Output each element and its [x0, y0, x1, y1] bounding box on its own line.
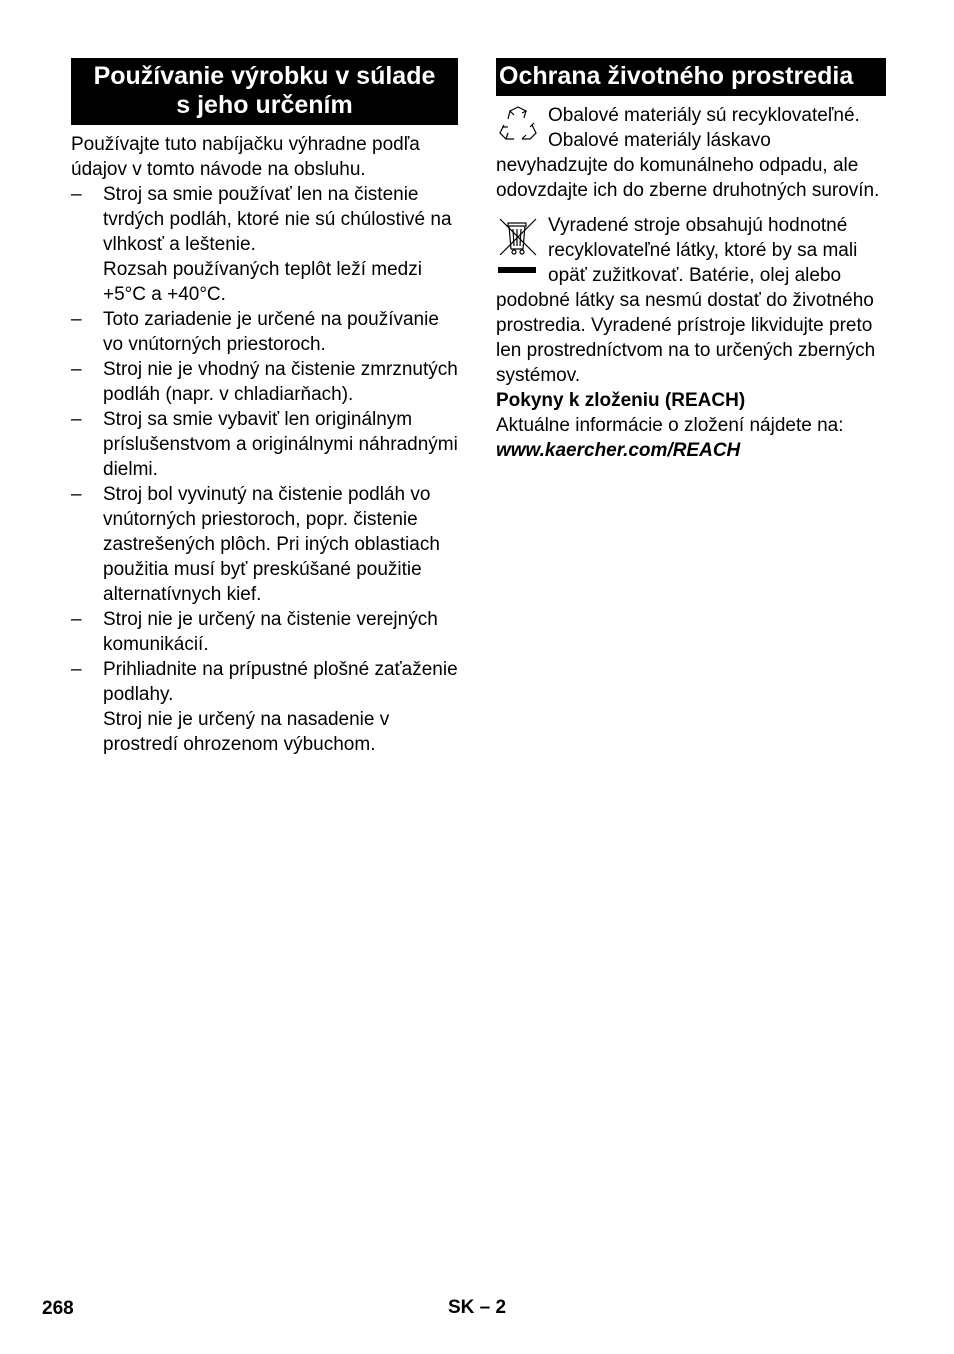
dash-bullet: –: [71, 409, 82, 430]
reach-text: Aktuálne informácie o zložení nájdete na:: [496, 415, 844, 436]
list-item: [71, 407, 458, 482]
left-column: [71, 58, 458, 757]
reach-link[interactable]: www.kaercher.com/REACH: [496, 440, 741, 461]
dash-bullet: –: [71, 184, 82, 205]
dash-bullet: –: [71, 609, 82, 630]
section-heading-environment: Ochrana životného prostredia: [496, 58, 886, 96]
list-item-text: Toto zariadenie je určené na používanie vo vnútorných priestoroch.: [103, 309, 439, 355]
list-item-extra: Rozsah používaných teplôt leží medzi +5°C a +40°C.: [103, 259, 422, 305]
recycle-icon: [496, 105, 540, 150]
page-number: 268: [42, 1298, 74, 1319]
crossed-bin-icon: [496, 215, 540, 280]
list-item-text: Stroj nie je vhodný na čistenie zmrznutých podláh (napr. v chladiarňach).: [103, 359, 458, 405]
recycle-text: Obalové materiály sú recyklovateľné. Obalové materiály láskavo nevyhadzujte do komunálneho odpadu, ale odovzdajte ich do zberne druhotných surovín.: [496, 105, 880, 201]
list-item-text: Stroj bol vyvinutý na čistenie podláh vo vnútorných priestoroch, popr. čistenie zastrešených plôch. Pri iných oblastiach použitia musí byť preskúšané použitie alternatívnych kief.: [103, 484, 440, 605]
list-item-text: Prihliadnite na prípustné plošné zaťaženie podlahy.: [103, 659, 458, 705]
list-item: [71, 607, 458, 657]
list-item-text: Stroj sa smie používať len na čistenie tvrdých podláh, ktoré nie sú chúlostivé na vlhkosť a leštenie.: [103, 184, 452, 255]
section-heading-intended-use: [71, 58, 458, 125]
list-item: [71, 657, 458, 757]
dash-bullet: –: [71, 484, 82, 505]
list-item: [71, 182, 458, 307]
dash-bullet: –: [71, 309, 82, 330]
reach-heading: Pokyny k zloženiu (REACH): [496, 390, 746, 411]
list-item-text: Stroj nie je určený na čistenie verejných komunikácií.: [103, 609, 438, 655]
recycle-block: [496, 103, 886, 203]
dash-bullet: –: [71, 659, 82, 680]
weee-block: [496, 213, 886, 388]
list-item: [71, 357, 458, 407]
weee-text: Vyradené stroje obsahujú hodnotné recyklovateľné látky, ktoré by sa mali opäť zužitkovať. Batérie, olej alebo podobné látky sa nesmú dostať do životného prostredia. Vyradené prístroje likvidujte preto len prostredníctvom na to určených zberných systémov.: [496, 215, 876, 386]
list-item: [71, 307, 458, 357]
language-page-label: SK – 2: [448, 1297, 507, 1318]
intro-paragraph: Používajte tuto nabíjačku výhradne podľa údajov v tomto návode na obsluhu.: [71, 134, 420, 180]
usage-list: [71, 182, 458, 757]
list-item: [71, 482, 458, 607]
dash-bullet: –: [71, 359, 82, 380]
heading-line-1: Používanie výrobku v súlade: [93, 62, 436, 90]
right-column: [496, 58, 886, 463]
heading-line-2: s jeho určením: [176, 91, 353, 119]
list-item-text: Stroj sa smie vybaviť len originálnym príslušenstvom a originálnymi náhradnými dielmi.: [103, 409, 458, 480]
list-item-extra: Stroj nie je určený na nasadenie v prostredí ohrozenom výbuchom.: [103, 709, 390, 755]
